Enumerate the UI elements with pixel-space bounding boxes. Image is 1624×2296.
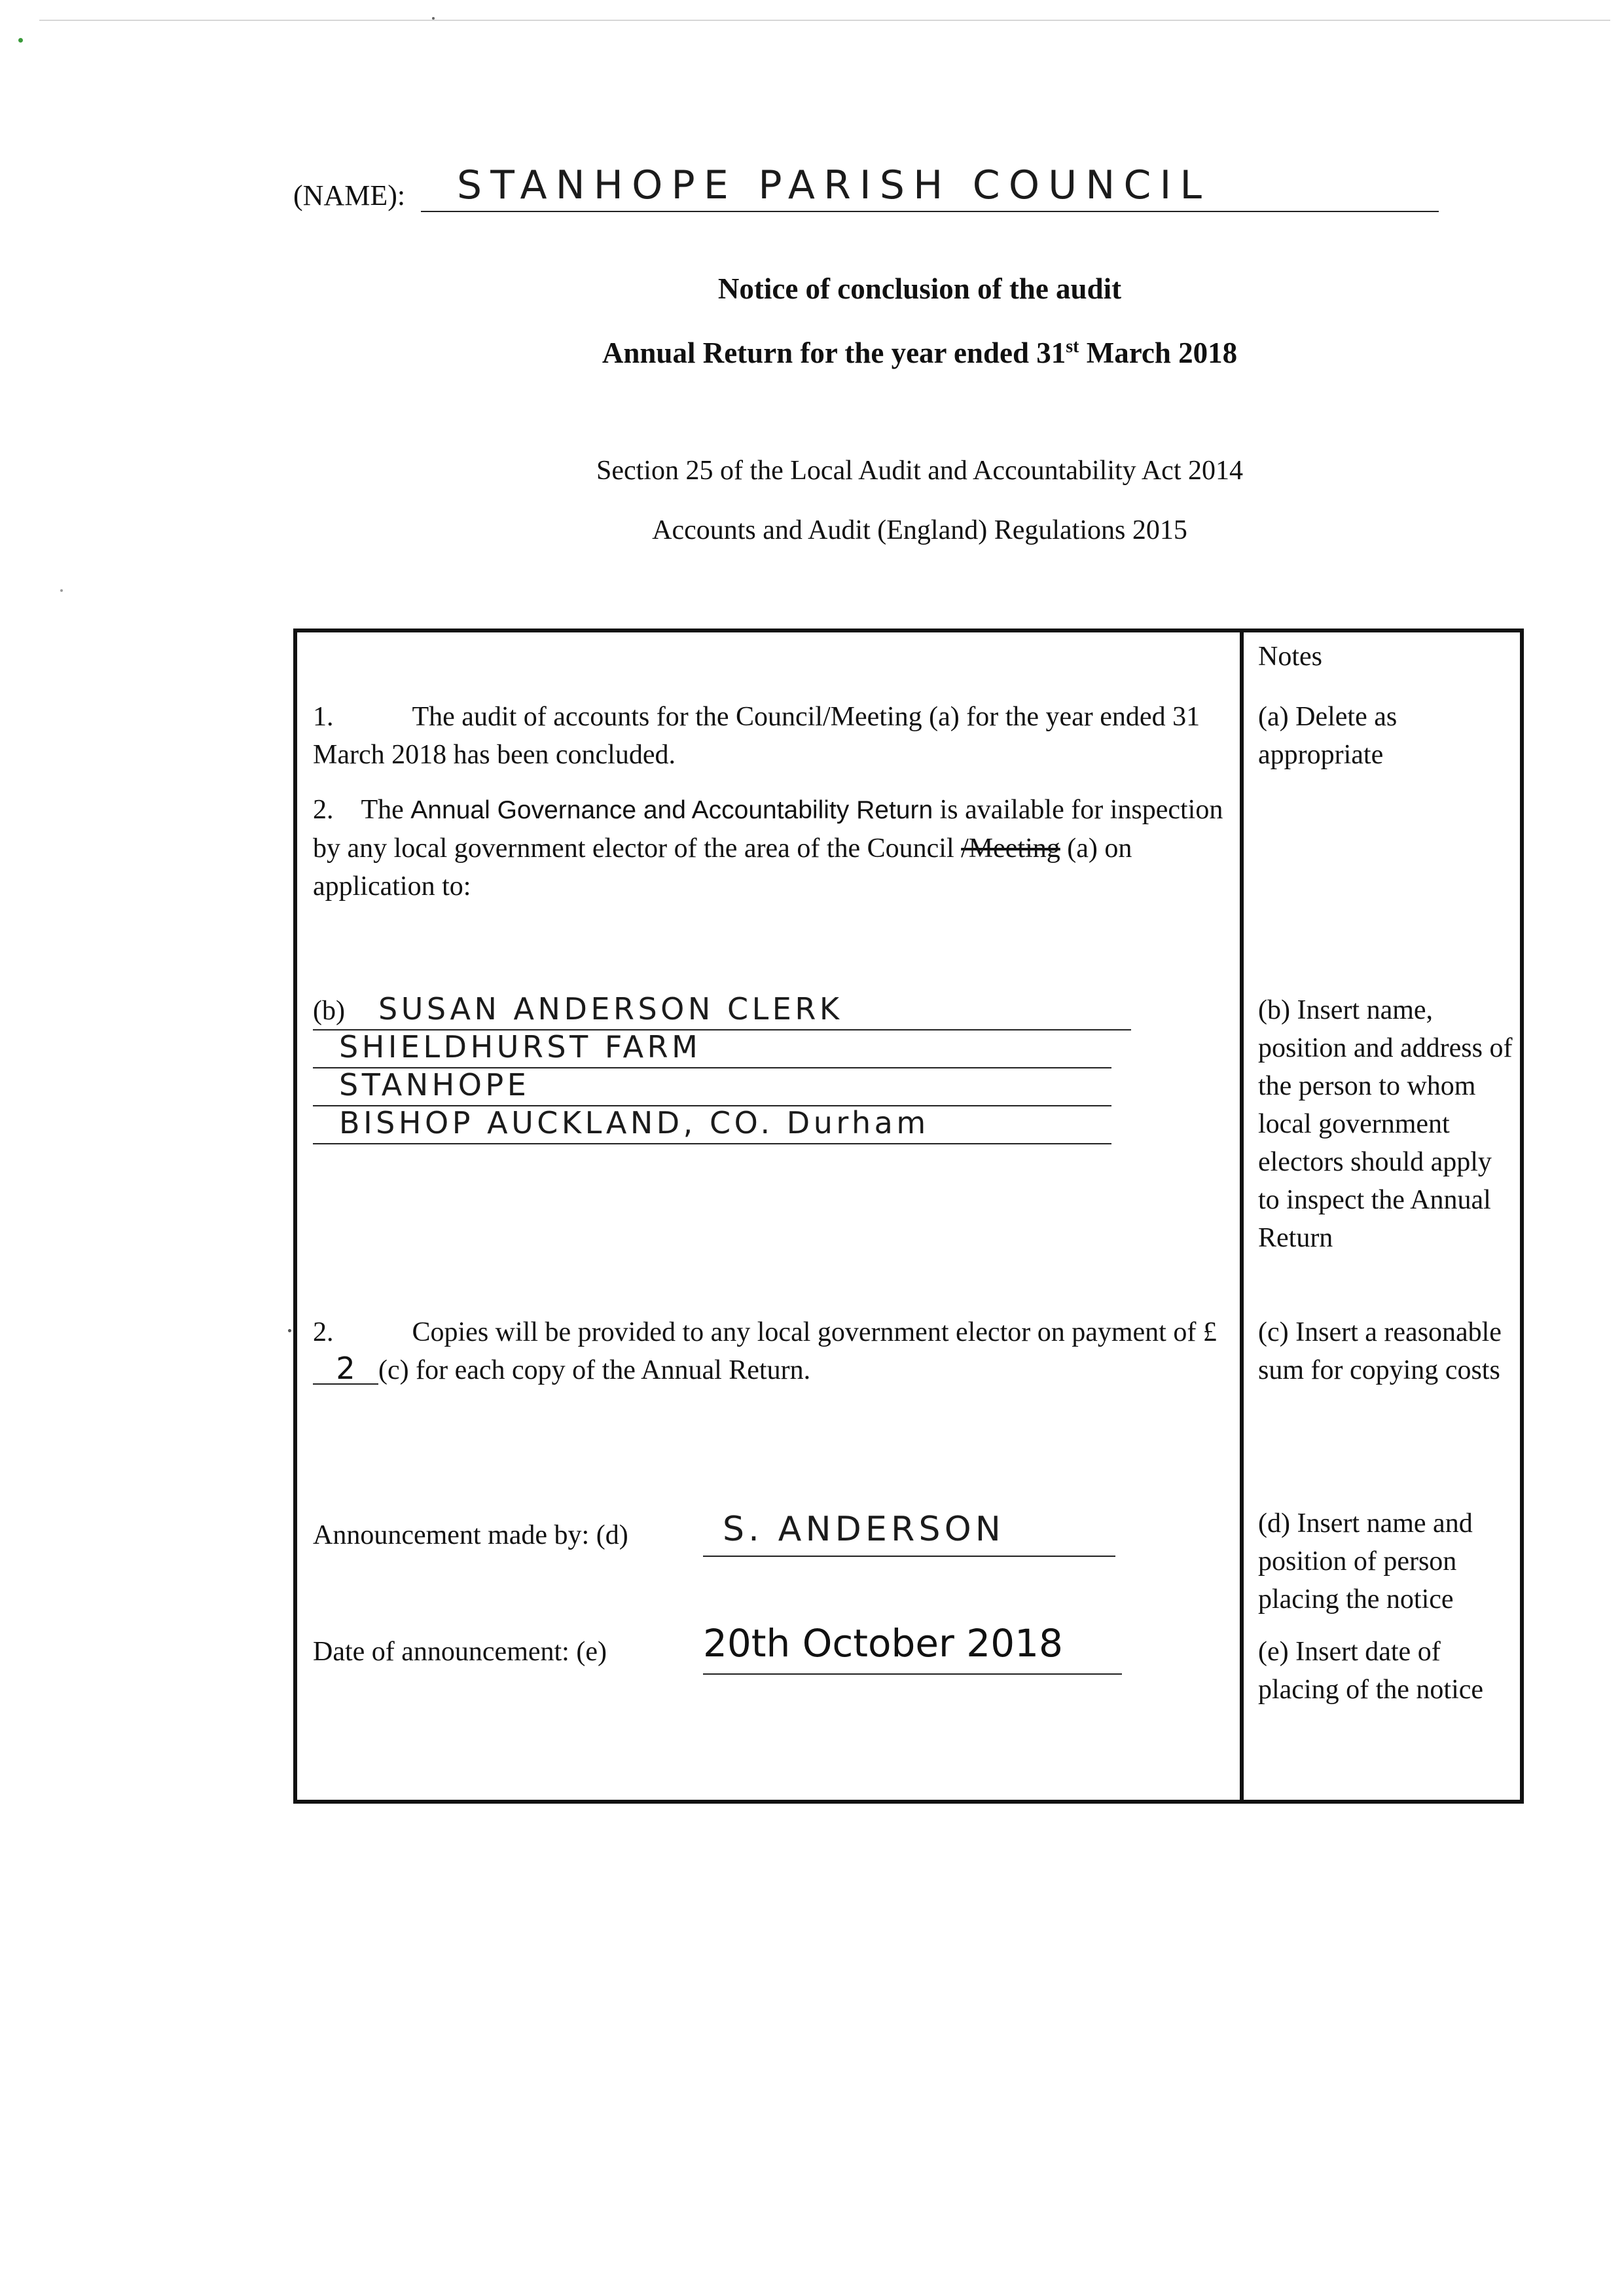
item-2-text-b: Annual Governance and Accountability Return xyxy=(410,796,933,824)
subtitle-sup: st xyxy=(1066,337,1079,357)
item-2-number: 2. xyxy=(313,795,334,825)
address-text-4: BISHOP AUCKLAND, CO. Durham xyxy=(339,1105,929,1140)
item-2-struck: /Meeting xyxy=(961,833,1060,864)
notice-subtitle xyxy=(0,336,1624,370)
legislation-line-1: Section 25 of the Local Audit and Accountability Act 2014 xyxy=(596,456,1243,486)
column-divider xyxy=(1240,632,1244,1800)
item-3-text-b: (c) for each copy of the Annual Return. xyxy=(378,1355,811,1385)
item-2 xyxy=(313,791,1229,905)
scan-edge-line xyxy=(39,20,1610,21)
item-3 xyxy=(313,1313,1229,1389)
copy-fee-amount: 2 xyxy=(313,1353,378,1385)
item-1 xyxy=(313,698,1229,774)
subtitle-end: March 2018 xyxy=(1079,337,1238,369)
announcement-date: 20th October 2018 xyxy=(703,1621,1063,1666)
notice-box xyxy=(293,629,1524,1804)
name-label: (NAME): xyxy=(293,179,406,211)
item-3-number: 2. xyxy=(313,1317,334,1347)
note-a: (a) Delete as appropriate xyxy=(1258,702,1398,770)
item-3-text-a: Copies will be provided to any local government elector on payment of £ xyxy=(412,1317,1217,1347)
date-underline xyxy=(703,1673,1122,1675)
address-text-3: STANHOPE xyxy=(339,1067,530,1102)
address-text-1: SUSAN ANDERSON CLERK xyxy=(378,991,843,1027)
note-b: (b) Insert name, position and address of the person to whom local government electors should apply to inspect the Annual Return xyxy=(1258,995,1513,1253)
note-c: (c) Insert a reasonable sum for copying costs xyxy=(1258,1317,1502,1385)
address-line-2 xyxy=(313,1029,1111,1068)
note-e: (e) Insert date of placing of the notice xyxy=(1258,1637,1484,1705)
name-underline xyxy=(421,211,1439,212)
scan-speck xyxy=(432,17,435,20)
address-line-1 xyxy=(313,991,1131,1030)
scan-speck xyxy=(60,589,63,592)
item-2-text-d: (a) on application to: xyxy=(313,833,1132,902)
notes-header: Notes xyxy=(1258,642,1322,672)
item-1-number: 1. xyxy=(313,702,334,732)
notice-title: Notice of conclusion of the audit xyxy=(717,272,1122,305)
item-1-text: The audit of accounts for the Council/Meeting (a) for the year ended 31 March 2018 has been concluded. xyxy=(313,702,1200,770)
note-d: (d) Insert name and position of person placing the notice xyxy=(1258,1508,1473,1614)
announcement-signature: S. ANDERSON xyxy=(723,1510,1005,1549)
announcement-underline xyxy=(703,1556,1115,1557)
council-name: STANHOPE PARISH COUNCIL xyxy=(457,162,1211,208)
date-label: Date of announcement: (e) xyxy=(313,1637,607,1667)
name-row xyxy=(293,164,1439,216)
address-text-2: SHIELDHURST FARM xyxy=(339,1029,702,1065)
subtitle-text: Annual Return for the year ended 31 xyxy=(602,337,1066,369)
address-line-3 xyxy=(313,1067,1111,1106)
scan-speck xyxy=(288,1329,291,1332)
address-prefix: (b) xyxy=(313,996,345,1026)
item-2-text-a: The xyxy=(361,795,411,825)
address-line-4 xyxy=(313,1105,1111,1144)
legislation-line-2: Accounts and Audit (England) Regulations 2015 xyxy=(652,515,1187,545)
item-2-text-c: is available for inspection by any local government elector of the area of the Council xyxy=(313,795,1223,864)
announcement-label: Announcement made by: (d) xyxy=(313,1520,628,1550)
scan-speck xyxy=(18,38,23,43)
